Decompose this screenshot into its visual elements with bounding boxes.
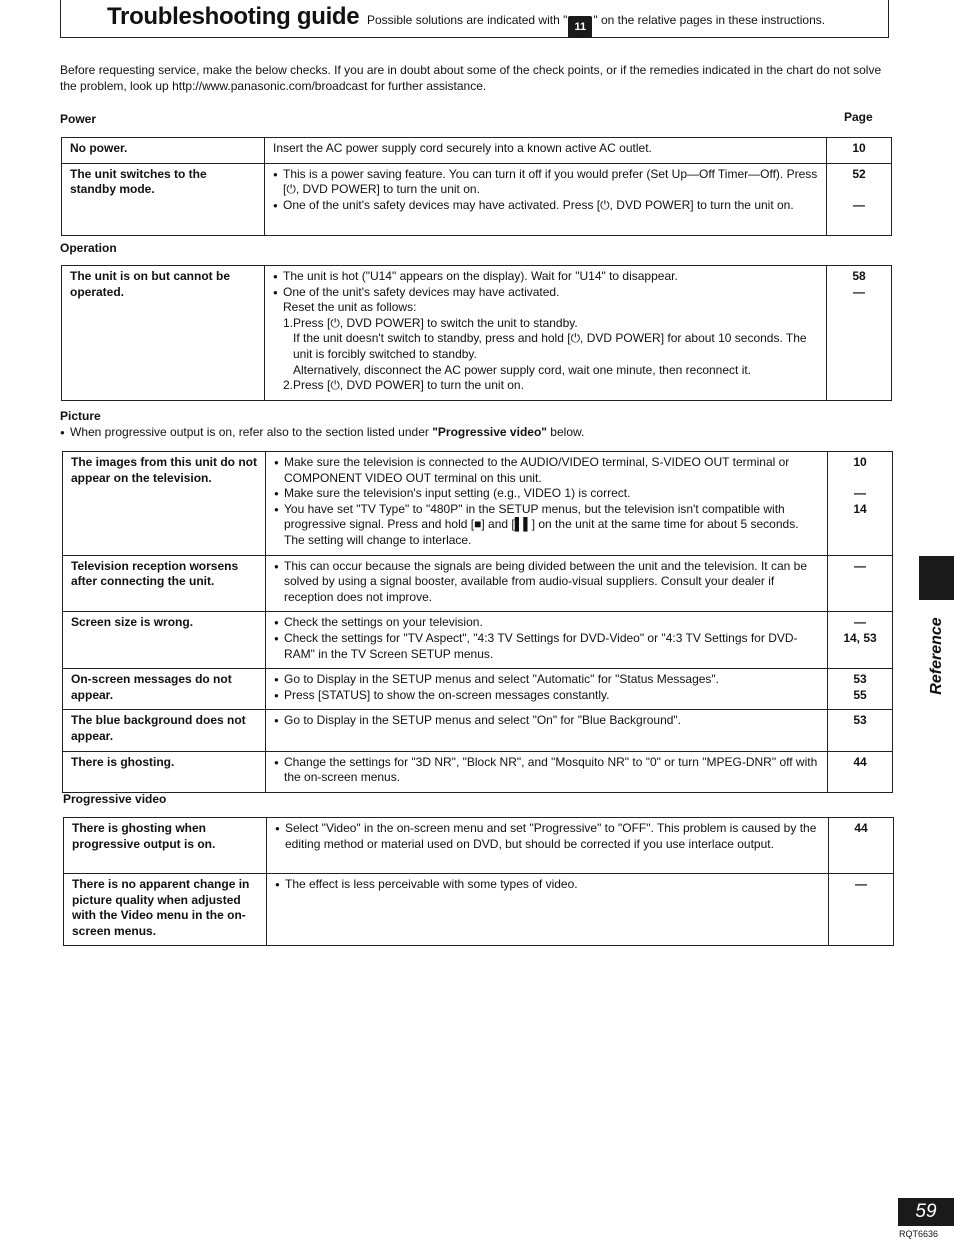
solution-bullet: ● Check the settings on your television. xyxy=(274,615,821,631)
solution-cell xyxy=(266,710,828,751)
page-cell: 10 xyxy=(827,138,892,164)
book-icon: 11 xyxy=(568,16,592,38)
solution-bullet: ● Press [STATUS] to show the on-screen messages constantly. xyxy=(274,688,821,704)
reference-side-label: Reference xyxy=(927,617,945,695)
solution-bullet: ● This is a power saving feature. You can turn it off if you would prefer (Set Up—Off Timer—Off). Press [⏻, DVD POWER] to turn the unit on. xyxy=(273,167,820,198)
problem-cell: The unit switches to the standby mode. xyxy=(62,163,265,235)
problem-cell: Television reception worsens after connecting the unit. xyxy=(63,555,266,612)
page-cell: — xyxy=(828,555,893,612)
solution-cell xyxy=(267,874,829,946)
problem-cell: Screen size is wrong. xyxy=(63,612,266,669)
solution-bullet: ● Make sure the television's input setting (e.g., VIDEO 1) is correct. xyxy=(274,486,821,502)
problem-cell: The images from this unit do not appear on the television. xyxy=(63,452,266,556)
page-cell: 44 xyxy=(829,818,894,874)
table-row xyxy=(63,751,893,792)
table-row xyxy=(64,874,894,946)
page-title: Troubleshooting guide xyxy=(107,3,360,30)
page-cell: 58 — xyxy=(827,266,892,401)
solution-bullet: ● This can occur because the signals are being divided between the unit and the television. It can be solved by using a signal booster, available from audio-visual suppliers. Consult your dealer if reception does not improve. xyxy=(274,559,821,606)
page-cell: — xyxy=(829,874,894,946)
solution-bullet: ● One of the unit's safety devices may have activated. xyxy=(273,285,820,301)
table-row xyxy=(62,163,892,235)
solution-cell xyxy=(266,555,828,612)
solution-bullet: ● Go to Display in the SETUP menus and select "Automatic" for "Status Messages". xyxy=(274,672,821,688)
solution-bullet: ● Select "Video" in the on-screen menu and set "Progressive" to "OFF". This problem is caused by the editing method or material used on DVD, but should be corrected if you use interlace output. xyxy=(275,821,822,852)
page-cell: 44 xyxy=(828,751,893,792)
power-table xyxy=(61,137,892,236)
operation-table xyxy=(61,265,892,401)
problem-cell: There is ghosting. xyxy=(63,751,266,792)
solution-line: 2.Press [⏻, DVD POWER] to turn the unit on. xyxy=(283,378,524,393)
document-code: RQT6636 xyxy=(899,1229,939,1239)
picture-table xyxy=(62,451,893,793)
header-note: Possible solutions are indicated with " 11 " on the relative pages in these instructions. xyxy=(367,13,825,38)
section-title-progressive-video: Progressive video xyxy=(63,792,167,806)
problem-cell: The unit is on but cannot be operated. xyxy=(62,266,265,401)
progressive-video-table xyxy=(63,817,894,946)
problem-cell: There is ghosting when progressive output is on. xyxy=(64,818,267,874)
solution-line: If the unit doesn't switch to standby, press and hold [⏻, DVD POWER] for about 10 seconds. The unit is forcibly switched to standby. xyxy=(293,331,807,361)
problem-cell: On-screen messages do not appear. xyxy=(63,669,266,710)
solution-cell xyxy=(266,612,828,669)
solution-line: Alternatively, disconnect the AC power supply cord, wait one minute, then reconnect it. xyxy=(293,362,752,377)
solution-bullet: ● The unit is hot ("U14" appears on the display). Wait for "U14" to disappear. xyxy=(273,269,820,285)
solution-cell xyxy=(265,266,827,401)
solution-bullet: ● Go to Display in the SETUP menus and select "On" for "Blue Background". xyxy=(274,713,821,729)
table-row xyxy=(63,555,893,612)
table-row xyxy=(62,266,892,401)
section-title-power: Power xyxy=(60,112,97,126)
table-row xyxy=(64,818,894,874)
page-cell: 53 xyxy=(828,710,893,751)
solution-line: Reset the unit as follows: xyxy=(283,300,417,315)
page-cell: 10 — 14 xyxy=(828,452,893,556)
solution-cell: Insert the AC power supply cord securely into a known active AC outlet. xyxy=(265,138,827,164)
table-row xyxy=(63,710,893,751)
section-tab-marker xyxy=(919,556,954,600)
problem-cell: The blue background does not appear. xyxy=(63,710,266,751)
solution-cell xyxy=(265,163,827,235)
header-box xyxy=(60,0,889,38)
page-cell: — 14, 53 xyxy=(828,612,893,669)
solution-bullet: ● You have set "TV Type" to "480P" in the SETUP menus, but the television isn't compatible with progressive signal. Press and hold [■] and [▌▌] on the unit at the same time for about 5 seconds. The setting will change to interlace. xyxy=(274,502,821,549)
page-number: 59 xyxy=(898,1198,954,1226)
solution-cell xyxy=(266,669,828,710)
problem-cell: There is no apparent change in picture quality when adjusted with the Video menu in the on-screen menus. xyxy=(64,874,267,946)
page-column-header: Page xyxy=(844,110,873,124)
picture-note: ● When progressive output is on, refer also to the section listed under "Progressive video" below. xyxy=(60,425,584,439)
intro-paragraph: Before requesting service, make the below checks. If you are in doubt about some of the check points, or if the remedies indicated in the chart do not solve the problem, look up http://www.panasonic.com/broadcast for further assistance. xyxy=(60,63,882,93)
solution-bullet: ● Check the settings for "TV Aspect", "4:3 TV Settings for DVD-Video" or "4:3 TV Settings for DVD-RAM" in the TV Screen SETUP menus. xyxy=(274,631,821,662)
table-row xyxy=(63,452,893,556)
solution-bullet: ● One of the unit's safety devices may have activated. Press [⏻, DVD POWER] to turn the unit on. xyxy=(273,198,820,214)
solution-bullet: ● Make sure the television is connected to the AUDIO/VIDEO terminal, S-VIDEO OUT terminal or COMPONENT VIDEO OUT terminal on this unit. xyxy=(274,455,821,486)
solution-cell xyxy=(266,452,828,556)
solution-cell xyxy=(266,751,828,792)
section-title-picture: Picture xyxy=(60,409,101,423)
table-row xyxy=(63,612,893,669)
problem-cell: No power. xyxy=(62,138,265,164)
table-row xyxy=(63,669,893,710)
page-cell: 53 55 xyxy=(828,669,893,710)
solution-bullet: ● The effect is less perceivable with some types of video. xyxy=(275,877,822,893)
solution-cell xyxy=(267,818,829,874)
page-cell: 52 — xyxy=(827,163,892,235)
solution-line: 1.Press [⏻, DVD POWER] to switch the unit to standby. xyxy=(283,315,578,330)
section-title-operation: Operation xyxy=(60,241,117,255)
table-row xyxy=(62,138,892,164)
solution-bullet: ● Change the settings for "3D NR", "Block NR", and "Mosquito NR" to "0" or turn "MPEG-DNR" off with the on-screen menus. xyxy=(274,755,821,786)
